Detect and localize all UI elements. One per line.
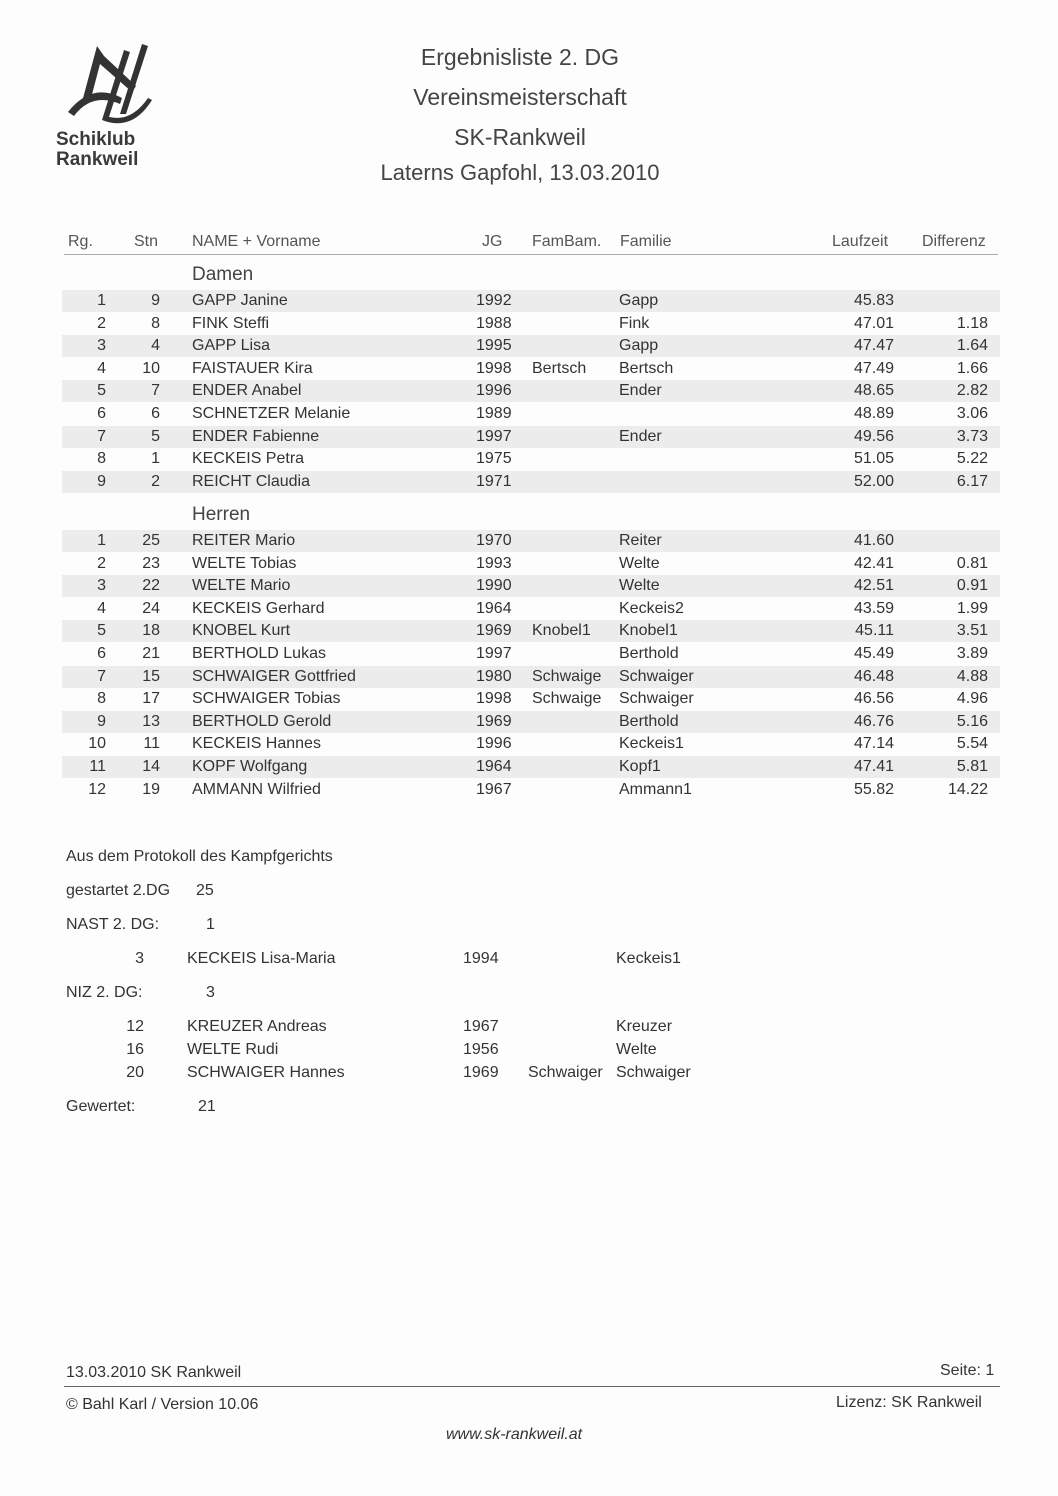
footer-page-number: Seite: 1 — [940, 1362, 995, 1379]
page-title: Ergebnisliste 2. DG — [420, 44, 620, 70]
name-cell: FINK Steffi — [192, 314, 270, 332]
event-location-date: Laterns Gapfohl, 13.03.2010 — [380, 160, 660, 185]
laufzeit-cell: 46.56 — [853, 690, 894, 708]
name-cell: GAPP Janine — [192, 292, 288, 309]
year-cell: 1964 — [476, 599, 512, 617]
rank-cell: 2 — [97, 554, 106, 572]
name-cell: ENDER Fabienne — [192, 427, 320, 445]
name-cell: KOPF Wolfgang — [192, 758, 308, 775]
rank-cell: 4 — [97, 599, 106, 617]
table-row — [62, 756, 1000, 778]
laufzeit-cell: 47.01 — [853, 314, 894, 332]
familie-cell: Reiter — [619, 532, 662, 549]
rank-cell: 4 — [97, 359, 106, 377]
name-cell: REITER Mario — [192, 532, 296, 549]
year-cell: 1998 — [476, 690, 512, 708]
differenz-cell: 5.54 — [956, 735, 988, 753]
start-number-cell: 20 — [126, 1064, 144, 1081]
start-number-cell: 14 — [142, 758, 160, 775]
laufzeit-cell: 42.41 — [853, 554, 894, 572]
rank-cell: 6 — [97, 645, 106, 662]
laufzeit-cell: 47.14 — [853, 735, 894, 753]
protokoll-heading: Aus dem Protokoll des Kampfgerichts — [66, 848, 333, 865]
differenz-cell: 5.22 — [956, 450, 988, 468]
differenz-cell: 0.91 — [956, 577, 988, 595]
col-header-fambam: FamBam. — [532, 233, 602, 250]
differenz-cell: 3.73 — [956, 427, 988, 445]
page-subtitle: Vereinsmeisterschaft — [413, 84, 627, 110]
start-number-cell: 21 — [142, 645, 160, 662]
familie-cell: Keckeis2 — [619, 599, 684, 617]
rank-cell: 7 — [97, 667, 106, 685]
start-number-cell: 3 — [135, 950, 144, 967]
start-number-cell: 13 — [142, 712, 160, 730]
year-cell: 1969 — [463, 1064, 499, 1081]
table-row — [62, 711, 1000, 733]
rank-cell: 10 — [88, 735, 106, 753]
start-number-cell: 7 — [151, 382, 160, 400]
rank-cell: 5 — [97, 622, 106, 640]
table-row — [62, 335, 1000, 357]
nast-value: 1 — [206, 916, 215, 933]
year-cell: 1995 — [476, 337, 512, 355]
differenz-cell: 1.64 — [956, 337, 988, 355]
start-number-cell: 16 — [126, 1041, 144, 1058]
start-number-cell: 17 — [142, 690, 160, 708]
table-row — [62, 313, 1000, 335]
differenz-cell: 3.89 — [956, 645, 988, 662]
laufzeit-cell: 46.48 — [853, 667, 894, 685]
table-row — [62, 290, 1000, 312]
year-cell: 1969 — [476, 712, 512, 730]
section-herren: Herren — [192, 504, 251, 525]
laufzeit-cell: 41.60 — [853, 532, 894, 549]
familie-cell: Welte — [619, 577, 660, 595]
familie-cell: Ammann1 — [619, 780, 692, 798]
col-header-laufzeit: Laufzeit — [832, 233, 889, 250]
fambam-cell: Schwaige — [532, 690, 602, 708]
table-row — [62, 358, 1000, 380]
familie-cell: Fink — [619, 314, 650, 332]
rank-cell: 8 — [97, 450, 106, 468]
fambam-cell: Schwaige — [532, 667, 602, 685]
familie-cell: Schwaiger — [616, 1064, 691, 1081]
laufzeit-cell: 48.65 — [853, 382, 894, 400]
familie-cell: Welte — [619, 554, 660, 572]
year-cell: 1996 — [476, 382, 512, 400]
gestartet-value: 25 — [196, 882, 214, 899]
differenz-cell: 4.88 — [956, 667, 988, 685]
name-cell: FAISTAUER Kira — [192, 359, 313, 377]
year-cell: 1964 — [476, 758, 512, 775]
footer-url[interactable]: www.sk-rankweil.at — [446, 1426, 583, 1443]
name-cell: BERTHOLD Gerold — [192, 712, 332, 730]
start-number-cell: 15 — [142, 667, 160, 685]
year-cell: 1970 — [476, 532, 512, 549]
start-number-cell: 24 — [142, 599, 160, 617]
laufzeit-cell: 43.59 — [853, 599, 894, 617]
name-cell: ENDER Anabel — [192, 382, 302, 400]
year-cell: 1971 — [476, 472, 512, 490]
footer-date-club: 13.03.2010 SK Rankweil — [66, 1364, 242, 1381]
rank-cell: 5 — [97, 382, 106, 400]
laufzeit-cell: 45.49 — [853, 645, 894, 662]
table-row — [62, 471, 1000, 493]
start-number-cell: 1 — [151, 450, 160, 468]
laufzeit-cell: 46.76 — [853, 712, 894, 730]
familie-cell: Berthold — [619, 645, 679, 662]
start-number-cell: 5 — [151, 427, 160, 445]
laufzeit-cell: 52.00 — [853, 472, 894, 490]
col-header-jg: JG — [482, 233, 503, 250]
year-cell: 1990 — [476, 577, 512, 595]
table-row — [62, 426, 1000, 448]
table-row — [62, 530, 1000, 552]
name-cell: KECKEIS Petra — [192, 450, 305, 468]
laufzeit-cell: 42.51 — [853, 577, 894, 595]
table-row — [62, 643, 1000, 665]
laufzeit-cell: 47.41 — [853, 758, 894, 775]
rank-cell: 1 — [97, 292, 106, 309]
niz-value: 3 — [206, 984, 215, 1001]
laufzeit-cell: 47.49 — [853, 359, 894, 377]
col-header-stn: Stn — [134, 233, 159, 250]
start-number-cell: 25 — [142, 532, 160, 549]
footer-divider — [64, 1386, 1000, 1387]
year-cell: 1993 — [476, 554, 512, 572]
section-damen: Damen — [192, 264, 254, 285]
rank-cell: 9 — [97, 472, 106, 490]
familie-cell: Berthold — [619, 712, 679, 730]
table-row — [62, 666, 1000, 688]
table-row — [62, 553, 1000, 575]
table-row — [62, 688, 1000, 710]
year-cell: 1988 — [476, 314, 512, 332]
col-header-name: NAME + Vorname — [192, 233, 321, 250]
laufzeit-cell: 45.11 — [855, 622, 894, 640]
year-cell: 1997 — [476, 645, 512, 662]
laufzeit-cell: 49.56 — [853, 427, 894, 445]
familie-cell: Ender — [619, 382, 662, 400]
start-number-cell: 4 — [151, 337, 160, 355]
rank-cell: 8 — [97, 690, 106, 708]
table-row — [62, 575, 1000, 597]
col-header-familie: Familie — [620, 233, 672, 250]
start-number-cell: 8 — [151, 314, 160, 332]
name-cell: KECKEIS Gerhard — [192, 599, 325, 617]
rank-cell: 1 — [97, 532, 106, 549]
familie-cell: Bertsch — [619, 359, 674, 377]
col-header-rg: Rg. — [68, 233, 93, 250]
table-row — [62, 598, 1000, 620]
name-cell: AMMANN Wilfried — [192, 780, 321, 798]
footer-copyright: © Bahl Karl / Version 10.06 — [66, 1396, 259, 1413]
table-row — [62, 620, 1000, 642]
name-cell: GAPP Lisa — [192, 337, 270, 355]
name-cell: KREUZER Andreas — [187, 1018, 327, 1035]
table-row — [62, 733, 1000, 755]
differenz-cell: 5.16 — [956, 712, 988, 730]
gestartet-label: gestartet 2.DG — [66, 882, 171, 899]
laufzeit-cell: 47.47 — [853, 337, 894, 355]
laufzeit-cell: 55.82 — [853, 780, 894, 798]
start-number-cell: 10 — [142, 359, 160, 377]
footer-license: Lizenz: SK Rankweil — [836, 1394, 982, 1411]
table-row — [62, 380, 1000, 402]
nast-label: NAST 2. DG: — [66, 916, 160, 933]
laufzeit-cell: 48.89 — [853, 405, 894, 422]
skier-logo-icon — [62, 42, 157, 130]
rank-cell: 2 — [97, 314, 106, 332]
name-cell: WELTE Tobias — [192, 554, 297, 572]
gewertet-value: 21 — [198, 1098, 216, 1115]
header-divider — [64, 254, 998, 255]
name-cell: WELTE Mario — [192, 577, 291, 595]
name-cell: SCHWAIGER Gottfried — [192, 667, 356, 685]
laufzeit-cell: 45.83 — [853, 292, 894, 309]
familie-cell: Schwaiger — [619, 690, 694, 708]
year-cell: 1967 — [463, 1018, 499, 1035]
year-cell: 1980 — [476, 667, 512, 685]
name-cell: KECKEIS Hannes — [192, 735, 321, 753]
differenz-cell: 6.17 — [956, 472, 988, 490]
differenz-cell: 5.81 — [956, 758, 988, 775]
rank-cell: 11 — [89, 758, 106, 775]
differenz-cell: 0.81 — [956, 554, 988, 572]
familie-cell: Gapp — [619, 337, 659, 355]
start-number-cell: 9 — [151, 292, 160, 309]
familie-cell: Knobel1 — [619, 622, 678, 640]
year-cell: 1989 — [476, 405, 512, 422]
differenz-cell: 3.51 — [956, 622, 988, 640]
name-cell: SCHNETZER Melanie — [192, 405, 351, 422]
name-cell: REICHT Claudia — [192, 472, 310, 490]
start-number-cell: 22 — [142, 577, 160, 595]
start-number-cell: 23 — [142, 554, 160, 572]
name-cell: SCHWAIGER Tobias — [192, 690, 341, 708]
differenz-cell: 2.82 — [956, 382, 988, 400]
table-row — [62, 448, 1000, 470]
fambam-cell: Bertsch — [532, 359, 587, 377]
start-number-cell: 18 — [142, 622, 160, 640]
start-number-cell: 12 — [126, 1018, 144, 1035]
name-cell: SCHWAIGER Hannes — [187, 1064, 345, 1081]
rank-cell: 3 — [97, 337, 106, 355]
fambam-cell: Knobel1 — [532, 622, 591, 640]
start-number-cell: 11 — [143, 735, 160, 753]
gewertet-label: Gewertet: — [66, 1098, 136, 1115]
familie-cell: Keckeis1 — [619, 735, 684, 753]
name-cell: BERTHOLD Lukas — [192, 645, 326, 662]
year-cell: 1975 — [476, 450, 512, 468]
differenz-cell: 4.96 — [956, 690, 988, 708]
year-cell: 1969 — [476, 622, 512, 640]
col-header-differenz: Differenz — [922, 233, 986, 250]
logo-text-line1: Schiklub — [56, 129, 136, 150]
differenz-cell: 1.99 — [956, 599, 988, 617]
differenz-cell: 14.22 — [947, 780, 988, 798]
fambam-cell: Schwaiger — [528, 1064, 603, 1081]
familie-cell: Schwaiger — [619, 667, 694, 685]
year-cell: 1996 — [476, 735, 512, 753]
rank-cell: 12 — [88, 780, 106, 798]
familie-cell: Keckeis1 — [616, 950, 681, 967]
year-cell: 1994 — [463, 950, 499, 967]
name-cell: WELTE Rudi — [187, 1041, 279, 1058]
year-cell: 1967 — [476, 780, 512, 798]
laufzeit-cell: 51.05 — [853, 450, 894, 468]
rank-cell: 7 — [97, 427, 106, 445]
rank-cell: 6 — [97, 405, 106, 422]
rank-cell: 9 — [97, 712, 106, 730]
table-row — [62, 403, 1000, 425]
table-row — [62, 779, 1000, 801]
familie-cell: Kopf1 — [619, 758, 661, 775]
name-cell: KECKEIS Lisa-Maria — [187, 950, 336, 967]
year-cell: 1956 — [463, 1041, 499, 1058]
year-cell: 1998 — [476, 359, 512, 377]
differenz-cell: 1.18 — [956, 314, 988, 332]
year-cell: 1997 — [476, 427, 512, 445]
logo-text-line2: Rankweil — [56, 149, 139, 170]
rank-cell: 3 — [97, 577, 106, 595]
start-number-cell: 2 — [151, 472, 160, 490]
year-cell: 1992 — [476, 292, 512, 309]
familie-cell: Ender — [619, 427, 662, 445]
differenz-cell: 3.06 — [956, 405, 988, 422]
start-number-cell: 6 — [151, 405, 160, 422]
niz-label: NIZ 2. DG: — [66, 984, 143, 1001]
start-number-cell: 19 — [142, 780, 160, 798]
club-title: SK-Rankweil — [454, 124, 586, 150]
familie-cell: Welte — [616, 1041, 657, 1058]
name-cell: KNOBEL Kurt — [192, 622, 291, 640]
club-logo — [52, 42, 162, 177]
differenz-cell: 1.66 — [956, 359, 988, 377]
familie-cell: Gapp — [619, 292, 659, 309]
familie-cell: Kreuzer — [616, 1018, 673, 1035]
